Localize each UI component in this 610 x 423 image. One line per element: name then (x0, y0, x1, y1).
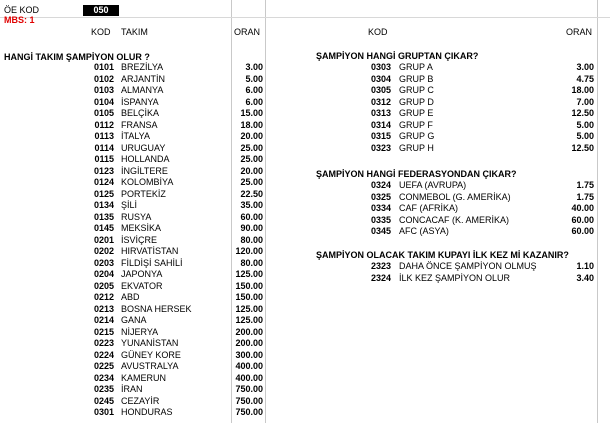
row-name: AFC (ASYA) (399, 226, 449, 236)
row-odds: 750.00 (235, 384, 263, 394)
row-name: BREZİLYA (121, 62, 164, 72)
row-code: 0103 (93, 85, 114, 95)
row-name: GRUP G (399, 131, 435, 141)
row-odds: 6.00 (245, 96, 263, 107)
row-code: 0315 (370, 131, 391, 141)
row-odds: 150.00 (235, 280, 263, 291)
row-name: İRAN (121, 384, 143, 394)
row-name: İSVİÇRE (121, 234, 158, 245)
row-name: İSPANYA (121, 96, 159, 107)
table-row (0, 215, 610, 227)
row-code: 0325 (370, 191, 391, 202)
table-row (0, 143, 610, 155)
row-name: GRUP E (399, 108, 434, 118)
row-odds: 5.00 (245, 73, 263, 84)
row-code: 0201 (93, 234, 114, 245)
table-row (0, 304, 610, 316)
row-name: AVUSTRALYA (121, 361, 179, 371)
row-odds: 40.00 (571, 203, 594, 213)
row-odds: 750.00 (235, 407, 263, 417)
row-name: BOSNA HERSEK (121, 303, 192, 314)
row-name: JAPONYA (121, 269, 163, 279)
row-odds: 80.00 (240, 234, 263, 245)
row-name: ŞİLİ (121, 200, 138, 210)
row-code: 0202 (93, 246, 114, 256)
row-name: CONCACAF (K. AMERİKA) (399, 214, 510, 225)
left-col-oran: ORAN (234, 27, 261, 37)
row-name: BELÇİKA (121, 108, 160, 118)
table-row (0, 154, 610, 166)
row-code: 2323 (370, 261, 391, 271)
row-odds: 5.00 (576, 119, 594, 130)
row-name: HOLLANDA (121, 154, 170, 164)
section-title: ŞAMPİYON OLACAK TAKIM KUPAYI İLK KEZ Mİ KAZANIR? (316, 250, 569, 260)
row-odds: 18.00 (571, 85, 594, 95)
row-odds: 60.00 (571, 226, 594, 236)
table-row (0, 97, 610, 109)
row-odds: 1.75 (576, 191, 594, 202)
table-row (0, 292, 610, 304)
row-code: 0334 (370, 203, 391, 213)
row-odds: 7.00 (576, 96, 594, 107)
row-name: GRUP A (399, 62, 433, 72)
row-name: GRUP F (399, 119, 433, 130)
row-code: 0304 (370, 73, 391, 84)
row-name: HIRVATİSTAN (121, 246, 179, 256)
row-code: 0305 (370, 85, 391, 95)
table-row (0, 261, 610, 273)
row-code: 0123 (93, 165, 114, 176)
row-name: FİLDİŞİ SAHİLİ (121, 257, 183, 268)
table-row (0, 226, 610, 238)
table-row (0, 120, 610, 132)
row-code: 0145 (93, 223, 114, 233)
row-code: 0223 (93, 338, 114, 348)
row-code: 0204 (93, 269, 114, 279)
row-odds: 150.00 (235, 292, 263, 302)
row-odds: 750.00 (235, 395, 263, 406)
table-row (0, 131, 610, 143)
row-name: KOLOMBİYA (121, 177, 174, 187)
row-name: ALMANYA (121, 85, 164, 95)
right-col-kod: KOD (368, 27, 388, 37)
row-odds: 12.50 (571, 108, 594, 118)
row-name: ARJANTİN (121, 73, 166, 84)
row-name: GRUP D (399, 96, 434, 107)
row-odds: 3.40 (576, 272, 594, 283)
row-odds: 22.50 (240, 188, 263, 199)
row-name: RUSYA (121, 211, 152, 222)
row-code: 0115 (94, 154, 114, 164)
row-name: PORTEKİZ (121, 188, 166, 199)
table-row (0, 407, 610, 419)
row-odds: 18.00 (240, 119, 263, 130)
row-code: 2324 (370, 272, 391, 283)
row-code: 0225 (93, 361, 114, 371)
row-odds: 125.00 (235, 269, 263, 279)
row-code: 0104 (93, 96, 114, 107)
row-code: 0312 (370, 96, 391, 107)
table-row (0, 350, 610, 362)
row-odds: 125.00 (235, 303, 263, 314)
table-row (0, 338, 610, 350)
row-code: 0203 (93, 257, 114, 268)
row-name: GRUP B (399, 73, 434, 84)
row-code: 0245 (93, 395, 114, 406)
row-odds: 400.00 (235, 372, 263, 383)
row-odds: 60.00 (571, 214, 594, 225)
row-odds: 125.00 (235, 315, 263, 325)
left-col-kod: KOD (91, 27, 111, 37)
row-odds: 60.00 (240, 211, 263, 222)
row-code: 0303 (370, 62, 391, 72)
table-row (0, 62, 610, 74)
row-code: 0234 (93, 372, 114, 383)
oe-kod-label: ÖE KOD (4, 5, 40, 15)
row-name: UEFA (AVRUPA) (399, 180, 467, 190)
section-title: ŞAMPİYON HANGİ FEDERASYONDAN ÇIKAR? (316, 169, 517, 179)
row-odds: 200.00 (235, 326, 263, 337)
table-row (0, 74, 610, 86)
row-odds: 20.00 (240, 131, 263, 141)
row-odds: 4.75 (576, 73, 594, 84)
table-row (0, 327, 610, 339)
table-row (0, 180, 610, 192)
row-code: 0213 (93, 303, 114, 314)
row-code: 0313 (370, 108, 391, 118)
table-row (0, 373, 610, 385)
row-code: 0224 (93, 349, 114, 360)
row-code: 0301 (93, 407, 114, 417)
row-code: 0102 (93, 73, 114, 84)
row-odds: 3.00 (576, 62, 594, 72)
oe-kod-value: 050 (83, 5, 119, 16)
row-code: 0125 (93, 188, 114, 199)
table-row (0, 166, 610, 178)
row-odds: 25.00 (240, 142, 263, 153)
table-row (0, 192, 610, 204)
right-col-oran: ORAN (566, 27, 593, 37)
row-name: KAMERUN (121, 372, 167, 383)
row-name: NİJERYA (121, 326, 159, 337)
row-odds: 25.00 (240, 154, 263, 164)
row-code: 0235 (93, 384, 114, 394)
row-odds: 3.00 (245, 62, 263, 72)
section-title: ŞAMPİYON HANGİ GRUPTAN ÇIKAR? (316, 51, 479, 61)
table-row (0, 384, 610, 396)
table-row (0, 315, 610, 327)
row-name: CAF (AFRİKA) (399, 203, 459, 213)
row-code: 0124 (93, 177, 114, 187)
row-odds: 25.00 (240, 177, 263, 187)
row-code: 0335 (370, 214, 391, 225)
row-code: 0212 (93, 292, 114, 302)
row-code: 0324 (370, 180, 391, 190)
row-odds: 300.00 (235, 349, 263, 360)
row-code: 0105 (93, 108, 114, 118)
row-code: 0112 (94, 119, 114, 130)
row-odds: 120.00 (235, 246, 263, 256)
row-code: 0323 (370, 142, 391, 153)
row-name: CONMEBOL (G. AMERİKA) (399, 191, 511, 202)
row-divider (0, 17, 610, 18)
row-odds: 400.00 (235, 361, 263, 371)
row-odds: 35.00 (240, 200, 263, 210)
row-name: GÜNEY KORE (121, 349, 181, 360)
row-code: 0345 (370, 226, 391, 236)
row-odds: 80.00 (240, 257, 263, 268)
row-code: 0205 (93, 280, 114, 291)
row-name: URUGUAY (121, 142, 166, 153)
row-name: GANA (121, 315, 147, 325)
row-code: 0101 (93, 62, 114, 72)
row-name: MEKSİKA (121, 223, 162, 233)
left-section-title: HANGİ TAKIM ŞAMPİYON OLUR ? (4, 52, 150, 62)
row-code: 0215 (93, 326, 114, 337)
row-name: CEZAYİR (121, 395, 160, 406)
row-code: 0134 (93, 200, 114, 210)
row-odds: 20.00 (240, 165, 263, 176)
row-code: 0114 (94, 142, 114, 153)
mbs-label: MBS: 1 (4, 15, 35, 25)
row-odds: 5.00 (576, 131, 594, 141)
row-name: İLK KEZ ŞAMPİYON OLUR (399, 272, 511, 283)
row-odds: 90.00 (240, 223, 263, 233)
row-odds: 15.00 (240, 108, 263, 118)
row-name: EKVATOR (121, 280, 163, 291)
row-code: 0214 (93, 315, 114, 325)
row-name: DAHA ÖNCE ŞAMPİYON OLMUŞ (399, 261, 537, 271)
table-row (0, 273, 610, 285)
row-name: İNGİLTERE (121, 165, 168, 176)
row-name: ABD (121, 292, 140, 302)
row-code: 0113 (94, 131, 114, 141)
table-row (0, 396, 610, 408)
table-row (0, 85, 610, 97)
row-odds: 6.00 (245, 85, 263, 95)
table-row (0, 203, 610, 215)
row-odds: 1.75 (576, 180, 594, 190)
row-name: GRUP H (399, 142, 434, 153)
table-row (0, 108, 610, 120)
row-odds: 12.50 (571, 142, 594, 153)
left-col-takim: TAKIM (121, 27, 148, 37)
row-name: GRUP C (399, 85, 434, 95)
row-code: 0314 (370, 119, 391, 130)
row-name: HONDURAS (121, 407, 173, 417)
row-odds: 200.00 (235, 338, 263, 348)
row-code: 0135 (93, 211, 114, 222)
row-name: İTALYA (121, 131, 151, 141)
table-row (0, 361, 610, 373)
row-name: YUNANİSTAN (121, 338, 179, 348)
row-name: FRANSA (121, 119, 158, 130)
row-odds: 1.10 (576, 261, 594, 271)
